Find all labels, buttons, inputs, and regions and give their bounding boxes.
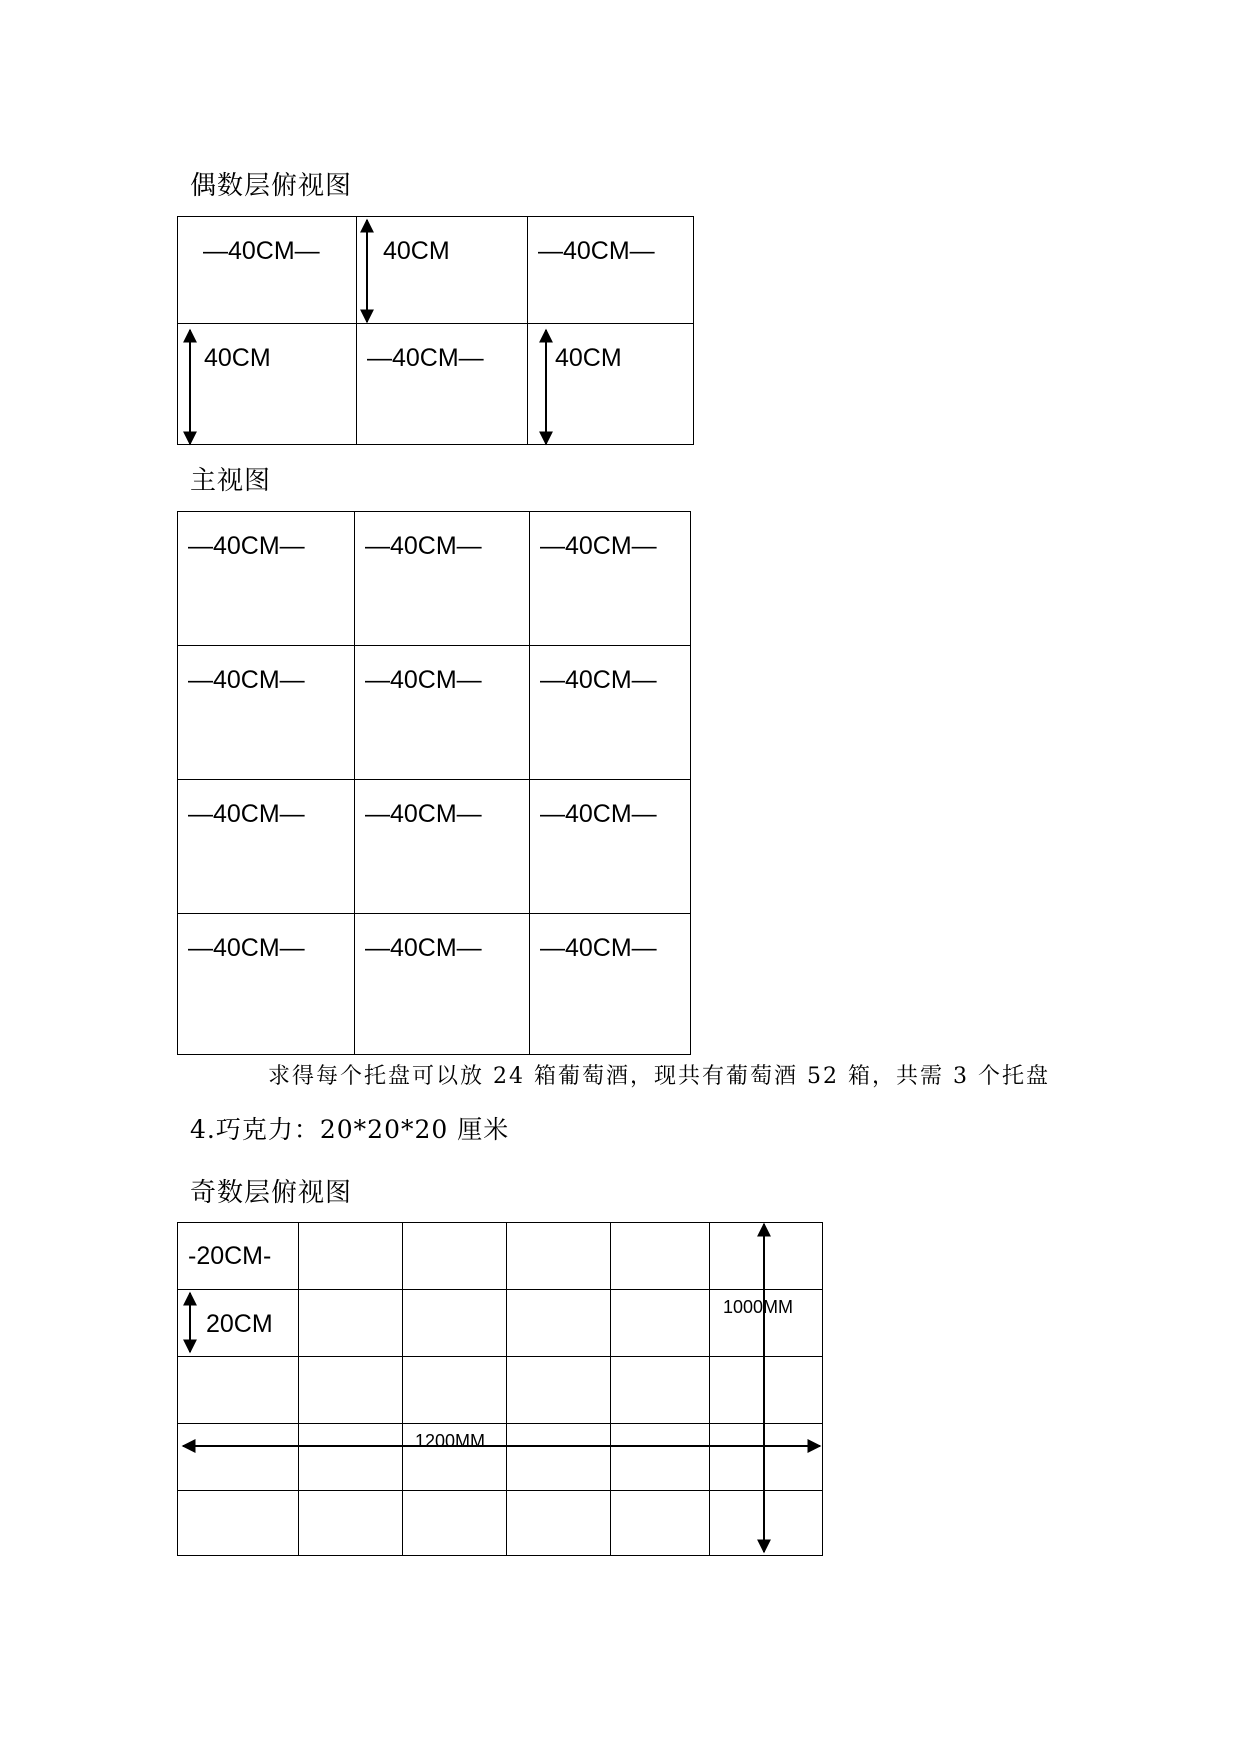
cell-label: —40CM— bbox=[188, 934, 305, 962]
cell-label: 40CM bbox=[383, 237, 450, 265]
grid-cell bbox=[507, 1290, 611, 1357]
grid-cell bbox=[178, 914, 355, 1055]
grid-cell bbox=[299, 1424, 403, 1491]
grid-cell bbox=[530, 914, 691, 1055]
grid-cell bbox=[178, 646, 355, 780]
grid-cell bbox=[355, 780, 530, 914]
grid-cell bbox=[507, 1491, 611, 1556]
cell-label: —40CM— bbox=[540, 666, 657, 694]
heading-odd-layer-top-view: 奇数层俯视图 bbox=[190, 1178, 353, 1208]
grid-cell bbox=[178, 1223, 299, 1290]
cell-label: —40CM— bbox=[188, 800, 305, 828]
front-view-grid bbox=[177, 511, 691, 1055]
grid-cell bbox=[355, 646, 530, 780]
grid-cell bbox=[178, 512, 355, 646]
cell-label: —40CM— bbox=[540, 800, 657, 828]
grid-cell bbox=[710, 1223, 823, 1290]
cell-label: —40CM— bbox=[365, 666, 482, 694]
cell-label: —40CM— bbox=[540, 934, 657, 962]
width-dimension-label: 1200MM bbox=[415, 1431, 486, 1451]
cell-label: —40CM— bbox=[367, 344, 484, 372]
grid-cell bbox=[178, 1491, 299, 1556]
heading-even-layer-top-view: 偶数层俯视图 bbox=[190, 171, 353, 201]
cell-label: —40CM— bbox=[365, 800, 482, 828]
height-dimension-label: 1000MM bbox=[723, 1297, 794, 1317]
grid-cell bbox=[299, 1290, 403, 1357]
grid-cell bbox=[178, 1424, 299, 1491]
grid-cell bbox=[357, 324, 528, 445]
grid-cell bbox=[528, 217, 694, 324]
grid-cell bbox=[507, 1357, 611, 1424]
cell-label: —40CM— bbox=[365, 532, 482, 560]
cell-label: —40CM— bbox=[188, 666, 305, 694]
grid-cell bbox=[710, 1491, 823, 1556]
grid-cell bbox=[530, 512, 691, 646]
cell-label: —40CM— bbox=[203, 237, 320, 265]
cell-label: —40CM— bbox=[538, 237, 655, 265]
grid-cell bbox=[403, 1290, 507, 1357]
grid-cell bbox=[178, 324, 357, 445]
grid-cell bbox=[611, 1223, 710, 1290]
cell-label: —40CM— bbox=[540, 532, 657, 560]
grid-cell bbox=[403, 1491, 507, 1556]
grid-cell bbox=[355, 914, 530, 1055]
grid-cell bbox=[178, 217, 357, 324]
grid-cell bbox=[507, 1223, 611, 1290]
cell-width-label: -20CM- bbox=[188, 1242, 272, 1270]
odd-layer-grid bbox=[177, 1222, 823, 1556]
grid-cell bbox=[178, 1357, 299, 1424]
grid-cell bbox=[355, 512, 530, 646]
cell-label: 40CM bbox=[204, 344, 271, 372]
grid-cell bbox=[178, 780, 355, 914]
cell-label: —40CM— bbox=[188, 532, 305, 560]
grid-cell bbox=[299, 1223, 403, 1290]
grid-cell bbox=[178, 1290, 299, 1357]
section-4-title: 4.巧克力：20*20*20 厘米 bbox=[190, 1115, 510, 1144]
grid-cell bbox=[299, 1491, 403, 1556]
grid-cell bbox=[530, 780, 691, 914]
grid-cell bbox=[611, 1424, 710, 1491]
result-paragraph: 求得每个托盘可以放 24 箱葡萄酒，现共有葡萄酒 52 箱，共需 3 个托盘 bbox=[268, 1064, 1050, 1089]
grid-cell bbox=[507, 1424, 611, 1491]
cell-height-label: 20CM bbox=[206, 1310, 273, 1338]
grid-cell bbox=[299, 1357, 403, 1424]
grid-cell bbox=[528, 324, 694, 445]
grid-cell bbox=[611, 1357, 710, 1424]
grid-cell bbox=[710, 1424, 823, 1491]
grid-cell bbox=[403, 1223, 507, 1290]
cell-label: 40CM bbox=[555, 344, 622, 372]
cell-label: —40CM— bbox=[365, 934, 482, 962]
even-layer-grid bbox=[177, 216, 694, 445]
heading-front-view: 主视图 bbox=[190, 466, 272, 496]
grid-cell bbox=[357, 217, 528, 324]
grid-cell bbox=[530, 646, 691, 780]
grid-cell bbox=[403, 1357, 507, 1424]
grid-cell bbox=[710, 1357, 823, 1424]
grid-cell bbox=[611, 1491, 710, 1556]
grid-cell bbox=[611, 1290, 710, 1357]
